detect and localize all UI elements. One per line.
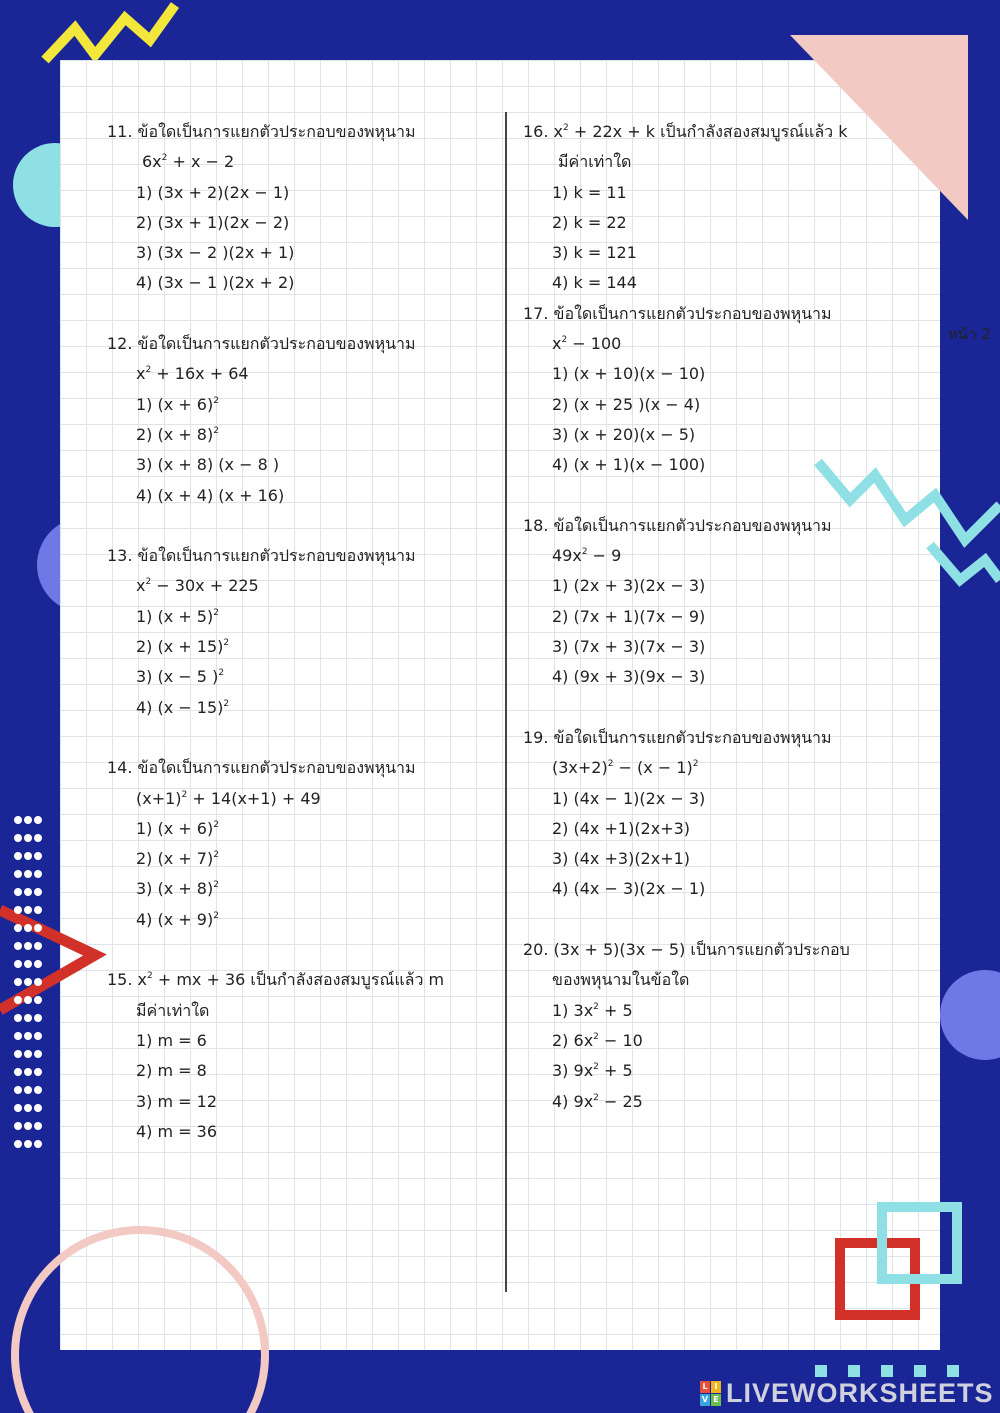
- dot: [14, 852, 22, 860]
- question-11-expression: $6x^2 + x - 2$: [142, 152, 235, 172]
- choice-12-1[interactable]: 1) $(x + 6)^2$: [136, 394, 219, 414]
- dot: [24, 1140, 32, 1148]
- choice-18-1[interactable]: 1) (2x + 3)(2x − 3): [552, 576, 706, 596]
- liveworksheets-logo-icon: L I V E: [700, 1381, 722, 1407]
- question-18: 18. ข้อใดเป็นการแยกตัวประกอบของพหุนาม: [523, 515, 832, 535]
- question-13-expression: $x^2 - 30x + 225$: [136, 576, 259, 596]
- choice-15-4[interactable]: 4) m = 36: [136, 1121, 218, 1141]
- dot: [34, 1050, 42, 1058]
- choice-20-2[interactable]: 2) $6x^2 - 10$: [552, 1030, 643, 1050]
- dot: [24, 816, 32, 824]
- dot: [24, 996, 32, 1004]
- dot: [34, 834, 42, 842]
- dot: [24, 978, 32, 986]
- question-12-expression: $x^2 + 16x + 64$: [136, 364, 249, 384]
- dot: [24, 1014, 32, 1022]
- question-13: 13. ข้อใดเป็นการแยกตัวประกอบของพหุนาม: [107, 546, 416, 566]
- dot: [34, 1032, 42, 1040]
- choice-17-2[interactable]: 2) (x + 25 )(x − 4): [552, 394, 701, 414]
- dot: [24, 1104, 32, 1112]
- choice-18-2[interactable]: 2) (7x + 1)(7x − 9): [552, 606, 706, 626]
- dot: [34, 1122, 42, 1130]
- question-16-line2: มีค่าเท่าใด: [558, 152, 632, 172]
- dot: [34, 816, 42, 824]
- choice-14-3[interactable]: 3) $(x + 8)^2$: [136, 879, 219, 899]
- choice-18-4[interactable]: 4) (9x + 3)(9x − 3): [552, 667, 706, 687]
- dot: [24, 888, 32, 896]
- question-15: 15. $x^2$ + mx + 36 เป็นกำลังสองสมบูรณ์แล้ว m: [107, 970, 445, 990]
- dot: [14, 996, 22, 1004]
- question-19: 19. ข้อใดเป็นการแยกตัวประกอบของพหุนาม: [523, 727, 832, 747]
- dot: [14, 1032, 22, 1040]
- dot: [14, 1068, 22, 1076]
- dot: [14, 978, 22, 986]
- question-14: 14. ข้อใดเป็นการแยกตัวประกอบของพหุนาม: [107, 758, 416, 778]
- dot: [24, 852, 32, 860]
- choice-14-4[interactable]: 4) $(x + 9)^2$: [136, 909, 219, 929]
- dot-grid-decoration: [14, 816, 42, 1148]
- choice-19-3[interactable]: 3) (4x +3)(2x+1): [552, 849, 691, 869]
- choice-13-1[interactable]: 1) $(x + 5)^2$: [136, 606, 219, 626]
- dot: [14, 870, 22, 878]
- choice-15-3[interactable]: 3) m = 12: [136, 1091, 218, 1111]
- choice-12-4[interactable]: 4) (x + 4) (x + 16): [136, 485, 285, 505]
- dot: [34, 996, 42, 1004]
- dot: [34, 1140, 42, 1148]
- choice-14-1[interactable]: 1) $(x + 6)^2$: [136, 818, 219, 838]
- dot: [24, 924, 32, 932]
- choice-16-1[interactable]: 1) k = 11: [552, 182, 627, 202]
- choice-20-3[interactable]: 3) $9x^2 + 5$: [552, 1061, 633, 1081]
- dot: [14, 1050, 22, 1058]
- choice-16-2[interactable]: 2) k = 22: [552, 212, 627, 232]
- dot: [14, 1140, 22, 1148]
- dot: [14, 924, 22, 932]
- cyan-zigzag-decoration-2: [930, 545, 1000, 580]
- dot: [14, 1104, 22, 1112]
- question-20-line2: ของพหุนามในข้อใด: [552, 970, 690, 990]
- choice-11-1[interactable]: 1) (3x + 2)(2x − 1): [136, 182, 290, 202]
- dot: [24, 834, 32, 842]
- dot: [34, 942, 42, 950]
- choice-15-1[interactable]: 1) m = 6: [136, 1030, 207, 1050]
- dot: [34, 906, 42, 914]
- question-17-expression: $x^2 - 100$: [552, 334, 622, 354]
- dot: [34, 978, 42, 986]
- choice-16-4[interactable]: 4) k = 144: [552, 273, 637, 293]
- red-triangle-decoration: [0, 910, 95, 1010]
- choice-12-2[interactable]: 2) $(x + 8)^2$: [136, 424, 219, 444]
- bottom-squares-decoration: [815, 1365, 959, 1377]
- dot: [24, 1050, 32, 1058]
- choice-19-4[interactable]: 4) (4x − 3)(2x − 1): [552, 879, 706, 899]
- dot: [14, 1122, 22, 1130]
- dot: [34, 888, 42, 896]
- question-14-expression: $(x+1)^2 + 14(x+1) + 49$: [136, 788, 321, 808]
- dot: [34, 960, 42, 968]
- dot: [34, 1104, 42, 1112]
- dot: [24, 942, 32, 950]
- choice-15-2[interactable]: 2) m = 8: [136, 1061, 207, 1081]
- dot: [24, 1122, 32, 1130]
- page-number-label: หน้า 2: [948, 325, 991, 343]
- dot: [14, 834, 22, 842]
- choice-17-3[interactable]: 3) (x + 20)(x − 5): [552, 424, 696, 444]
- choice-18-3[interactable]: 3) (7x + 3)(7x − 3): [552, 637, 706, 657]
- question-15-line2: มีค่าเท่าใด: [136, 1000, 210, 1020]
- column-divider: [505, 112, 507, 1292]
- choice-12-3[interactable]: 3) (x + 8) (x − 8 ): [136, 455, 280, 475]
- dot: [14, 1086, 22, 1094]
- pink-arc-decoration: [15, 1230, 265, 1413]
- dot: [14, 816, 22, 824]
- liveworksheets-logo[interactable]: LIVEWORKSHEETS: [726, 1378, 994, 1408]
- choice-19-2[interactable]: 2) (4x +1)(2x+3): [552, 818, 691, 838]
- dot: [34, 1068, 42, 1076]
- dot: [14, 888, 22, 896]
- question-20: 20. (3x + 5)(3x − 5) เป็นการแยกตัวประกอบ: [523, 940, 850, 960]
- dot: [24, 1032, 32, 1040]
- question-17: 17. ข้อใดเป็นการแยกตัวประกอบของพหุนาม: [523, 303, 832, 323]
- dot: [14, 960, 22, 968]
- dot: [14, 942, 22, 950]
- choice-20-1[interactable]: 1) $3x^2 + 5$: [552, 1000, 633, 1020]
- left-column: [107, 117, 497, 1147]
- choice-13-2[interactable]: 2) $(x + 15)^2$: [136, 637, 230, 657]
- dot: [24, 1086, 32, 1094]
- dot: [34, 852, 42, 860]
- choice-14-2[interactable]: 2) $(x + 7)^2$: [136, 849, 219, 869]
- choice-13-4[interactable]: 4) $(x - 15)^2$: [136, 697, 230, 717]
- choice-16-3[interactable]: 3) k = 121: [552, 243, 637, 263]
- right-circle-decoration: [940, 970, 1000, 1060]
- question-16: 16. $x^2 + 22x + k$ เป็นกำลังสองสมบูรณ์แล้ว k: [523, 122, 848, 141]
- choice-11-3[interactable]: 3) (3x − 2 )(2x + 1): [136, 243, 295, 263]
- question-19-expression: $(3x+2)^2 - (x - 1)^2$: [552, 758, 699, 778]
- dot: [34, 1086, 42, 1094]
- question-11: 11. ข้อใดเป็นการแยกตัวประกอบของพหุนาม: [107, 122, 416, 141]
- question-18-expression: $49x^2 - 9$: [552, 546, 622, 566]
- dot: [14, 1014, 22, 1022]
- dot: [34, 870, 42, 878]
- choice-11-4[interactable]: 4) (3x − 1 )(2x + 2): [136, 273, 295, 293]
- choice-19-1[interactable]: 1) (4x − 1)(2x − 3): [552, 788, 706, 808]
- choice-11-2[interactable]: 2) (3x + 1)(2x − 2): [136, 212, 290, 232]
- dot: [34, 1014, 42, 1022]
- question-12: 12. ข้อใดเป็นการแยกตัวประกอบของพหุนาม: [107, 334, 416, 354]
- choice-13-3[interactable]: 3) (x − 5 )$^2$: [136, 667, 225, 687]
- dot: [24, 906, 32, 914]
- choice-17-1[interactable]: 1) (x + 10)(x − 10): [552, 364, 706, 384]
- choice-20-4[interactable]: 4) $9x^2 - 25$: [552, 1091, 643, 1111]
- dot: [24, 870, 32, 878]
- dot: [34, 924, 42, 932]
- right-column: [523, 117, 923, 1117]
- dot: [14, 906, 22, 914]
- dot: [24, 960, 32, 968]
- dot: [24, 1068, 32, 1076]
- choice-17-4[interactable]: 4) (x + 1)(x − 100): [552, 455, 706, 475]
